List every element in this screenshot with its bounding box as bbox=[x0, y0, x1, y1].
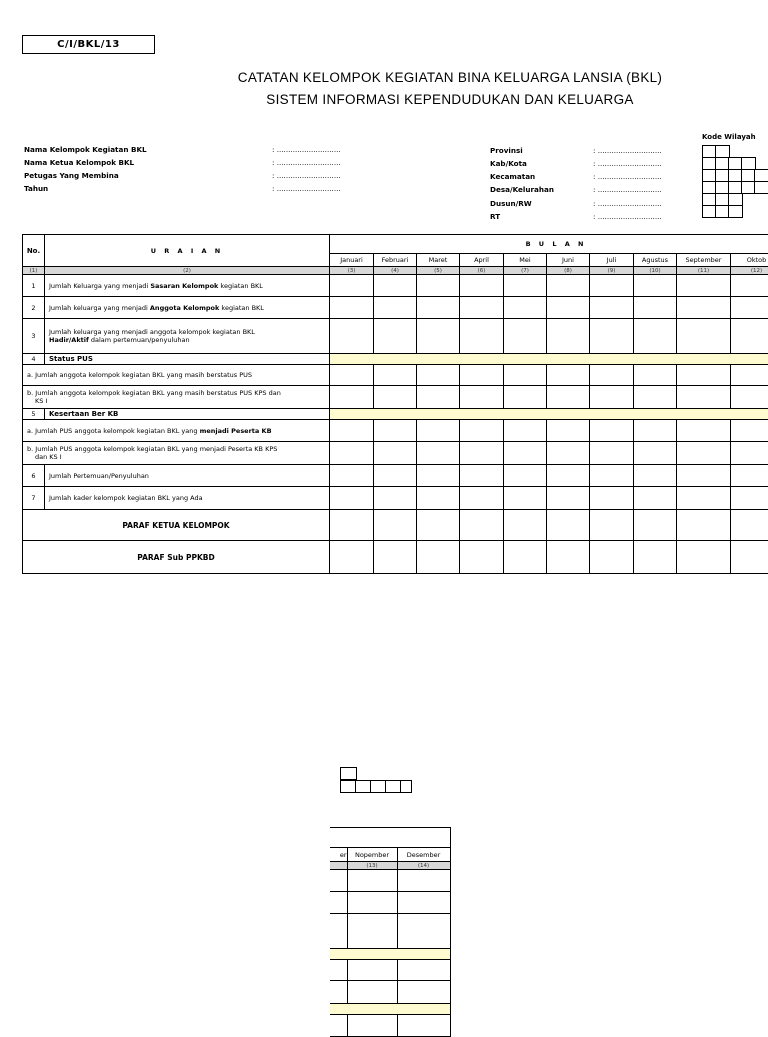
bulan-header: B U L A N bbox=[330, 235, 768, 254]
month-header-desember: Desember bbox=[397, 848, 450, 862]
col-number: (10) bbox=[634, 267, 677, 275]
row-number: 3 bbox=[23, 319, 45, 354]
uraian-header: U R A I A N bbox=[45, 235, 330, 267]
data-cell[interactable] bbox=[590, 275, 634, 297]
data-cell[interactable] bbox=[374, 420, 417, 442]
data-cell[interactable] bbox=[677, 487, 731, 510]
col-number: (2) bbox=[45, 267, 330, 275]
data-cell[interactable] bbox=[547, 365, 590, 386]
row-description: Jumlah Pertemuan/Penyuluhan bbox=[45, 465, 330, 487]
row-number: 1 bbox=[23, 275, 45, 297]
table-row bbox=[23, 297, 768, 319]
signature-row bbox=[23, 510, 768, 541]
signature-cell[interactable] bbox=[374, 510, 417, 541]
col-number: (1) bbox=[23, 267, 45, 275]
data-cell[interactable] bbox=[347, 892, 397, 914]
signature-cell[interactable] bbox=[504, 510, 547, 541]
data-cell[interactable] bbox=[590, 420, 634, 442]
data-cell[interactable] bbox=[460, 386, 504, 409]
month-header-september: September bbox=[677, 254, 731, 267]
data-cell[interactable] bbox=[590, 487, 634, 510]
data-cell[interactable] bbox=[731, 365, 768, 386]
data-cell[interactable] bbox=[397, 960, 450, 981]
field-label-kab-kota: Kab/Kota bbox=[490, 159, 527, 168]
field-label-rt: RT bbox=[490, 212, 500, 221]
field-value-petugas[interactable]: : ............................ bbox=[272, 171, 341, 180]
signature-cell[interactable] bbox=[504, 541, 547, 574]
data-cell[interactable] bbox=[460, 465, 504, 487]
data-cell[interactable] bbox=[460, 365, 504, 386]
field-label-nama-kelompok: Nama Kelompok Kegiatan BKL bbox=[24, 145, 147, 154]
month-header-maret: Maret bbox=[417, 254, 460, 267]
data-cell[interactable] bbox=[634, 442, 677, 465]
kode-wilayah-boxes-fragment bbox=[340, 767, 412, 795]
data-cell[interactable] bbox=[731, 319, 768, 354]
data-cell[interactable] bbox=[677, 319, 731, 354]
data-cell[interactable] bbox=[347, 981, 397, 1004]
table-row bbox=[23, 487, 768, 510]
signature-cell[interactable] bbox=[460, 510, 504, 541]
col-number: (8) bbox=[547, 267, 590, 275]
table-row bbox=[23, 386, 768, 409]
data-cell[interactable] bbox=[330, 1015, 347, 1037]
data-cell[interactable] bbox=[417, 275, 460, 297]
signature-cell[interactable] bbox=[731, 541, 768, 574]
bulan-header-continued bbox=[330, 828, 450, 848]
field-label-provinsi: Provinsi bbox=[490, 146, 523, 155]
field-label-tahun: Tahun bbox=[24, 184, 48, 193]
data-cell[interactable] bbox=[634, 487, 677, 510]
data-cell[interactable] bbox=[374, 465, 417, 487]
data-cell[interactable] bbox=[374, 487, 417, 510]
data-cell[interactable] bbox=[417, 319, 460, 354]
table-row bbox=[23, 420, 768, 442]
field-value-rt[interactable]: : ............................ bbox=[593, 212, 662, 221]
data-cell[interactable] bbox=[460, 275, 504, 297]
section-title-status-pus: Status PUS bbox=[45, 354, 330, 365]
row-description: a. Jumlah anggota kelompok kegiatan BKL yang masih berstatus PUS bbox=[23, 365, 330, 386]
col-number: (12) bbox=[731, 267, 768, 275]
data-cell[interactable] bbox=[374, 297, 417, 319]
document-title: CATATAN KELOMPOK KEGIATAN BINA KELUARGA LANSIA (BKL) bbox=[0, 70, 768, 85]
signature-cell[interactable] bbox=[417, 510, 460, 541]
signature-cell[interactable] bbox=[731, 510, 768, 541]
data-cell[interactable] bbox=[397, 981, 450, 1004]
col-number: (11) bbox=[677, 267, 731, 275]
data-cell[interactable] bbox=[347, 914, 397, 949]
month-header-partial: er bbox=[330, 848, 347, 862]
data-cell[interactable] bbox=[504, 465, 547, 487]
data-cell[interactable] bbox=[547, 275, 590, 297]
signature-cell[interactable] bbox=[677, 541, 731, 574]
field-value-desa-kelurahan[interactable]: : ............................ bbox=[593, 185, 662, 194]
data-cell[interactable] bbox=[634, 319, 677, 354]
data-cell[interactable] bbox=[590, 297, 634, 319]
data-cell[interactable] bbox=[460, 487, 504, 510]
data-cell[interactable] bbox=[547, 465, 590, 487]
signature-cell[interactable] bbox=[547, 541, 590, 574]
section-row bbox=[23, 354, 768, 365]
no-header: No. bbox=[23, 235, 45, 267]
col-number: (3) bbox=[330, 267, 374, 275]
data-cell[interactable] bbox=[330, 386, 374, 409]
paraf-sub-ppkbd-label: PARAF Sub PPKBD bbox=[23, 541, 330, 574]
bkl-record-table-continued bbox=[330, 827, 451, 1037]
field-label-kecamatan: Kecamatan bbox=[490, 172, 535, 181]
table-row bbox=[23, 442, 768, 465]
section-fill bbox=[330, 1004, 450, 1015]
data-cell[interactable] bbox=[417, 365, 460, 386]
data-cell[interactable] bbox=[330, 297, 374, 319]
row-number: 7 bbox=[23, 487, 45, 510]
field-value-kecamatan[interactable]: : ............................ bbox=[593, 172, 662, 181]
signature-cell[interactable] bbox=[330, 541, 374, 574]
row-description: Jumlah kader kelompok kegiatan BKL yang Ada bbox=[45, 487, 330, 510]
data-cell[interactable] bbox=[504, 487, 547, 510]
data-cell[interactable] bbox=[504, 365, 547, 386]
col-number: (9) bbox=[590, 267, 634, 275]
section-title-kesertaan-kb: Kesertaan Ber KB bbox=[45, 409, 330, 420]
row-description: b. Jumlah anggota kelompok kegiatan BKL yang masih berstatus PUS KPS dan KS I bbox=[23, 386, 330, 409]
data-cell[interactable] bbox=[330, 892, 347, 914]
field-value-kab-kota[interactable]: : ............................ bbox=[593, 159, 662, 168]
data-cell[interactable] bbox=[677, 465, 731, 487]
data-cell[interactable] bbox=[460, 420, 504, 442]
data-cell[interactable] bbox=[330, 420, 374, 442]
data-cell[interactable] bbox=[731, 465, 768, 487]
row-description: Jumlah keluarga yang menjadi Anggota Kelompok kegiatan BKL bbox=[45, 297, 330, 319]
month-header-nopember: Nopember bbox=[347, 848, 397, 862]
data-cell[interactable] bbox=[504, 442, 547, 465]
signature-cell[interactable] bbox=[677, 510, 731, 541]
field-value-tahun[interactable]: : ............................ bbox=[272, 184, 341, 193]
data-cell[interactable] bbox=[634, 420, 677, 442]
data-cell[interactable] bbox=[460, 319, 504, 354]
data-cell[interactable] bbox=[397, 892, 450, 914]
data-cell[interactable] bbox=[330, 465, 374, 487]
data-cell[interactable] bbox=[417, 297, 460, 319]
bkl-record-table bbox=[22, 234, 768, 574]
field-label-dusun-rw: Dusun/RW bbox=[490, 199, 532, 208]
field-label-petugas: Petugas Yang Membina bbox=[24, 171, 119, 180]
table-row bbox=[23, 275, 768, 297]
data-cell[interactable] bbox=[330, 442, 374, 465]
data-cell[interactable] bbox=[547, 386, 590, 409]
signature-cell[interactable] bbox=[330, 510, 374, 541]
row-number: 6 bbox=[23, 465, 45, 487]
data-cell[interactable] bbox=[397, 1015, 450, 1037]
field-value-nama-ketua[interactable]: : ............................ bbox=[272, 158, 341, 167]
data-cell[interactable] bbox=[347, 960, 397, 981]
field-label-nama-ketua: Nama Ketua Kelompok BKL bbox=[24, 158, 134, 167]
data-cell[interactable] bbox=[330, 914, 347, 949]
col-number bbox=[330, 862, 347, 870]
data-cell[interactable] bbox=[374, 386, 417, 409]
col-number: (7) bbox=[504, 267, 547, 275]
signature-cell[interactable] bbox=[374, 541, 417, 574]
data-cell[interactable] bbox=[677, 297, 731, 319]
field-value-nama-kelompok[interactable]: : ............................ bbox=[272, 145, 341, 154]
data-cell[interactable] bbox=[634, 297, 677, 319]
month-header-april: April bbox=[460, 254, 504, 267]
signature-cell[interactable] bbox=[634, 510, 677, 541]
col-number: (6) bbox=[460, 267, 504, 275]
data-cell[interactable] bbox=[590, 465, 634, 487]
data-cell[interactable] bbox=[417, 442, 460, 465]
month-header-juni: Juni bbox=[547, 254, 590, 267]
data-cell[interactable] bbox=[634, 365, 677, 386]
month-header-februari: Februari bbox=[374, 254, 417, 267]
kode-wilayah-boxes[interactable] bbox=[702, 145, 768, 217]
paraf-ketua-label: PARAF KETUA KELOMPOK bbox=[23, 510, 330, 541]
field-value-dusun-rw[interactable]: : ............................ bbox=[593, 199, 662, 208]
section-fill bbox=[330, 949, 450, 960]
table-row bbox=[23, 365, 768, 386]
table-row bbox=[23, 465, 768, 487]
data-cell[interactable] bbox=[397, 914, 450, 949]
data-cell[interactable] bbox=[330, 365, 374, 386]
col-number: (5) bbox=[417, 267, 460, 275]
data-cell[interactable] bbox=[417, 386, 460, 409]
data-cell[interactable] bbox=[590, 319, 634, 354]
row-description: b. Jumlah PUS anggota kelompok kegiatan BKL yang menjadi Peserta KB KPS dan KS I bbox=[23, 442, 330, 465]
data-cell[interactable] bbox=[731, 420, 768, 442]
data-cell[interactable] bbox=[504, 386, 547, 409]
signature-cell[interactable] bbox=[590, 510, 634, 541]
data-cell[interactable] bbox=[330, 981, 347, 1004]
data-cell[interactable] bbox=[677, 442, 731, 465]
data-cell[interactable] bbox=[374, 365, 417, 386]
col-number: (4) bbox=[374, 267, 417, 275]
row-number: 4 bbox=[23, 354, 45, 365]
section-fill bbox=[330, 409, 768, 420]
data-cell[interactable] bbox=[330, 319, 374, 354]
data-cell[interactable] bbox=[677, 420, 731, 442]
data-cell[interactable] bbox=[347, 1015, 397, 1037]
table-row bbox=[23, 319, 768, 354]
data-cell[interactable] bbox=[731, 487, 768, 510]
data-cell[interactable] bbox=[374, 442, 417, 465]
month-header-oktober: Oktob bbox=[731, 254, 768, 267]
form-code: C/I/BKL/13 bbox=[22, 35, 155, 54]
data-cell[interactable] bbox=[590, 442, 634, 465]
section-fill bbox=[330, 354, 768, 365]
data-cell[interactable] bbox=[417, 487, 460, 510]
data-cell[interactable] bbox=[374, 275, 417, 297]
signature-cell[interactable] bbox=[634, 541, 677, 574]
data-cell[interactable] bbox=[330, 275, 374, 297]
month-header-juli: Juli bbox=[590, 254, 634, 267]
field-label-desa-kelurahan: Desa/Kelurahan bbox=[490, 185, 554, 194]
data-cell[interactable] bbox=[397, 870, 450, 892]
month-header-mei: Mei bbox=[504, 254, 547, 267]
signature-cell[interactable] bbox=[460, 541, 504, 574]
document-subtitle: SISTEM INFORMASI KEPENDUDUKAN DAN KELUARGA bbox=[0, 92, 768, 107]
data-cell[interactable] bbox=[417, 420, 460, 442]
col-number: (13) bbox=[347, 862, 397, 870]
month-header-januari: Januari bbox=[330, 254, 374, 267]
data-cell[interactable] bbox=[677, 365, 731, 386]
data-cell[interactable] bbox=[547, 487, 590, 510]
data-cell[interactable] bbox=[330, 487, 374, 510]
data-cell[interactable] bbox=[504, 420, 547, 442]
data-cell[interactable] bbox=[347, 870, 397, 892]
row-number: 5 bbox=[23, 409, 45, 420]
data-cell[interactable] bbox=[460, 297, 504, 319]
data-cell[interactable] bbox=[547, 297, 590, 319]
data-cell[interactable] bbox=[330, 960, 347, 981]
row-description: a. Jumlah PUS anggota kelompok kegiatan BKL yang menjadi Peserta KB bbox=[23, 420, 330, 442]
data-cell[interactable] bbox=[590, 386, 634, 409]
data-cell[interactable] bbox=[330, 870, 347, 892]
data-cell[interactable] bbox=[547, 442, 590, 465]
data-cell[interactable] bbox=[547, 420, 590, 442]
data-cell[interactable] bbox=[731, 297, 768, 319]
signature-cell[interactable] bbox=[590, 541, 634, 574]
data-cell[interactable] bbox=[504, 275, 547, 297]
data-cell[interactable] bbox=[460, 442, 504, 465]
data-cell[interactable] bbox=[590, 365, 634, 386]
data-cell[interactable] bbox=[504, 319, 547, 354]
data-cell[interactable] bbox=[634, 465, 677, 487]
data-cell[interactable] bbox=[417, 465, 460, 487]
col-number: (14) bbox=[397, 862, 450, 870]
row-description: Jumlah keluarga yang menjadi anggota kelompok kegiatan BKL Hadir/Aktif dalam pertemuan/penyuluhan bbox=[45, 319, 330, 354]
data-cell[interactable] bbox=[731, 442, 768, 465]
row-number: 2 bbox=[23, 297, 45, 319]
signature-row bbox=[23, 541, 768, 574]
signature-cell[interactable] bbox=[547, 510, 590, 541]
data-cell[interactable] bbox=[634, 386, 677, 409]
data-cell[interactable] bbox=[677, 386, 731, 409]
row-description: Jumlah Keluarga yang menjadi Sasaran Kelompok kegiatan BKL bbox=[45, 275, 330, 297]
data-cell[interactable] bbox=[731, 275, 768, 297]
signature-cell[interactable] bbox=[417, 541, 460, 574]
data-cell[interactable] bbox=[731, 386, 768, 409]
kode-wilayah-label: Kode Wilayah bbox=[702, 133, 756, 141]
data-cell[interactable] bbox=[504, 297, 547, 319]
data-cell[interactable] bbox=[547, 319, 590, 354]
field-value-provinsi[interactable]: : ............................ bbox=[593, 146, 662, 155]
data-cell[interactable] bbox=[677, 275, 731, 297]
data-cell[interactable] bbox=[634, 275, 677, 297]
section-row bbox=[23, 409, 768, 420]
month-header-agustus: Agustus bbox=[634, 254, 677, 267]
data-cell[interactable] bbox=[374, 319, 417, 354]
